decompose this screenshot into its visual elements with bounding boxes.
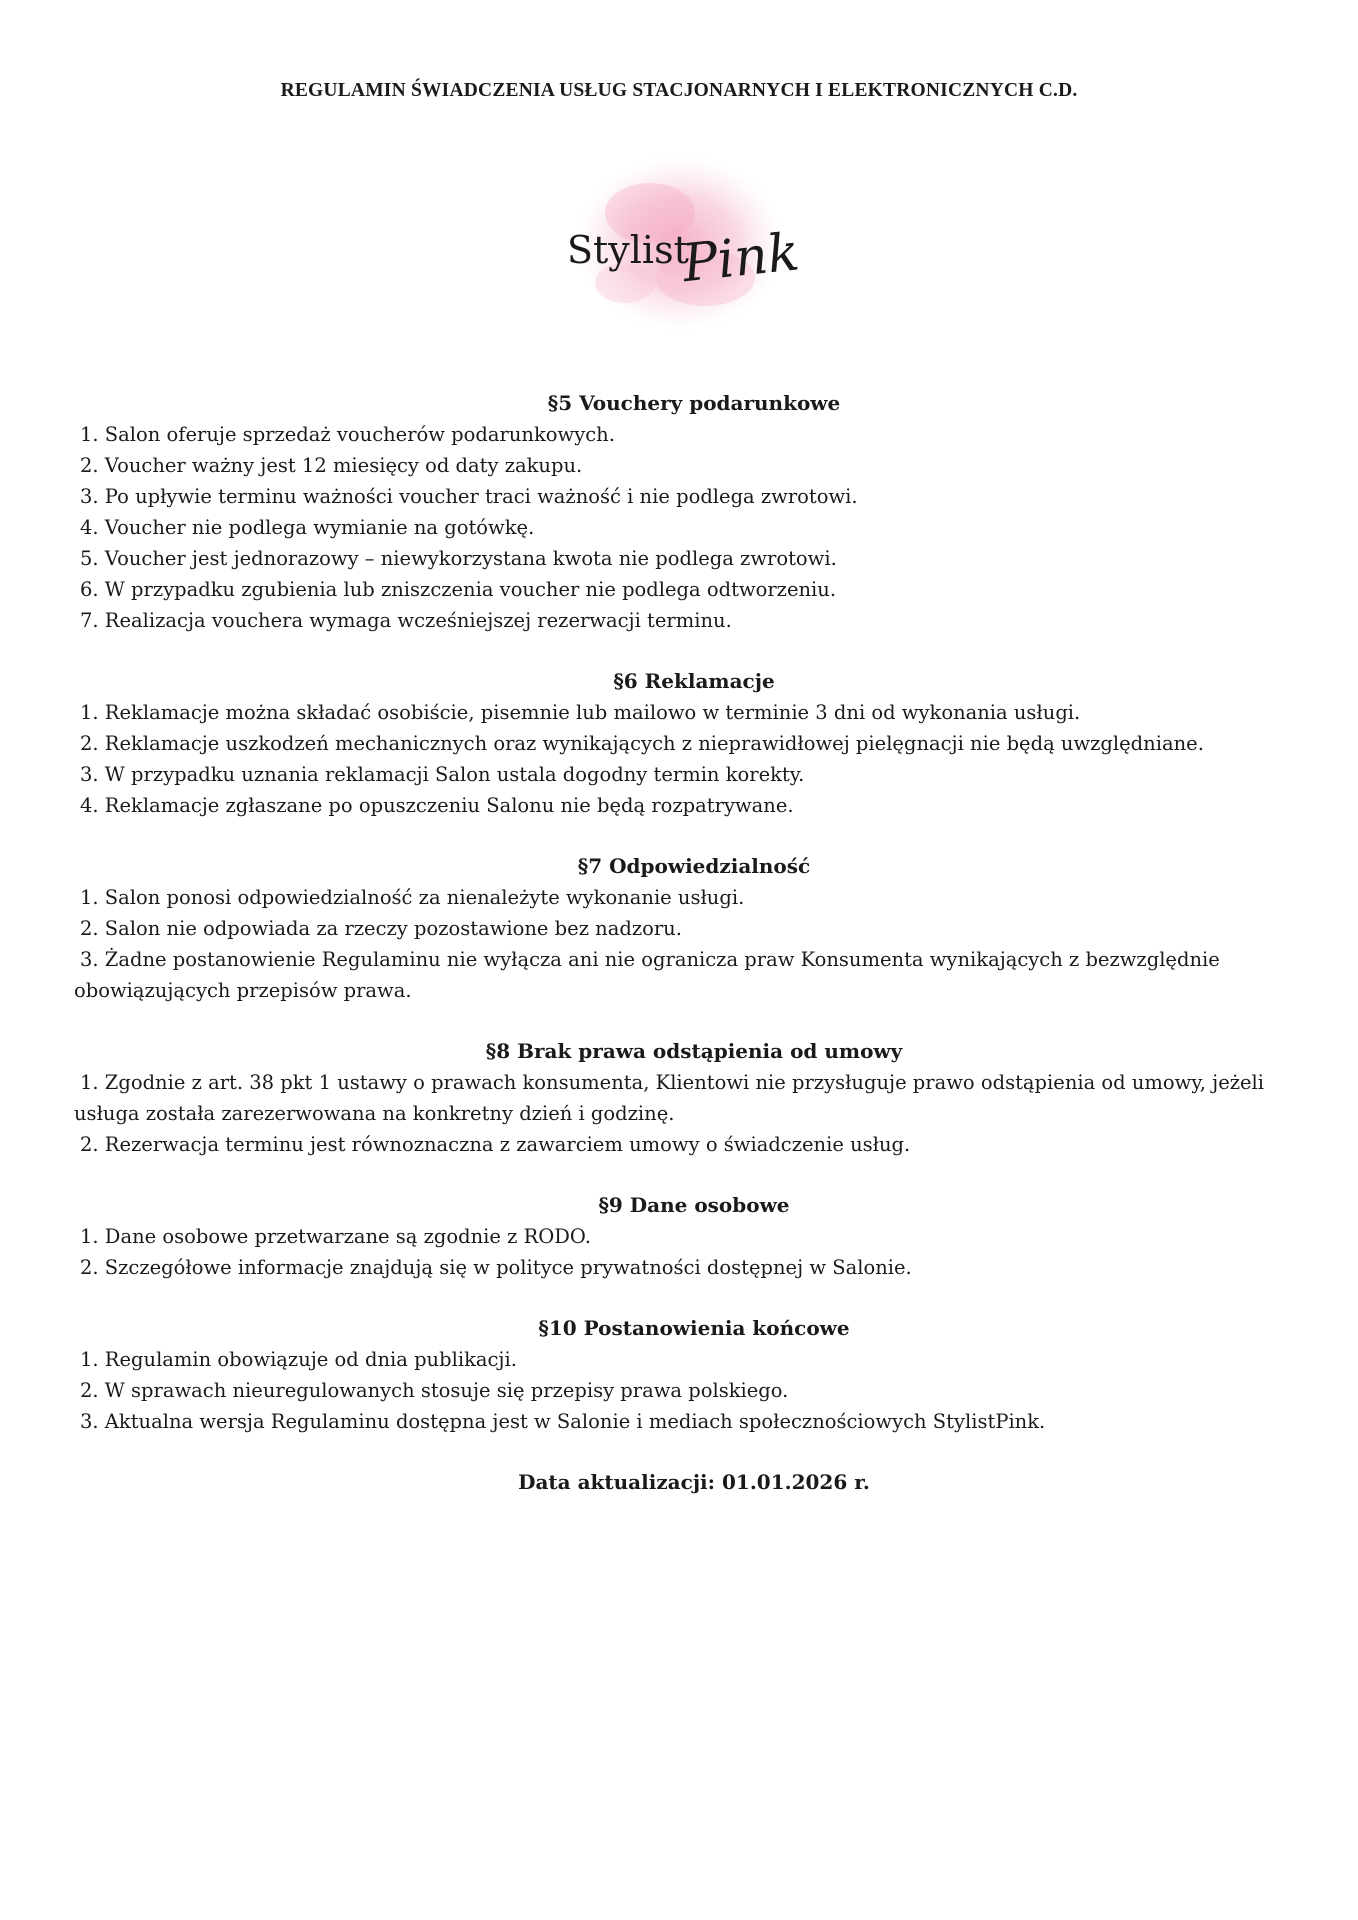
section-no-withdrawal <box>74 1036 1294 1160</box>
section-heading: §10 Postanowienia końcowe <box>538 1316 850 1340</box>
logo-word-stylist: Stylist <box>567 228 689 272</box>
list-item: 2. Salon nie odpowiada za rzeczy pozostawione bez nadzoru. <box>80 917 682 940</box>
list-item: 2. Rezerwacja terminu jest równoznaczna z zawarciem umowy o świadczenie usług. <box>80 1133 911 1156</box>
logo-word-pink: Pink <box>679 222 803 295</box>
list-item: 3. Aktualna wersja Regulaminu dostępna jest w Salonie i mediach społecznościowych StylistPink. <box>80 1410 1046 1433</box>
list-item: 5. Voucher jest jednorazowy – niewykorzystana kwota nie podlega zwrotowi. <box>80 547 837 570</box>
list-item: 3. Żadne postanowienie Regulaminu nie wyłącza ani nie ogranicza praw Konsumenta wynikających z bezwzględnie obowiązujących przepisów prawa. <box>74 948 1220 1002</box>
section-heading: §6 Reklamacje <box>613 669 775 693</box>
section-heading: §9 Dane osobowe <box>598 1193 790 1217</box>
list-item: 2. Voucher ważny jest 12 miesięcy od daty zakupu. <box>80 454 583 477</box>
list-item: 1. Dane osobowe przetwarzane są zgodnie z RODO. <box>80 1225 591 1248</box>
list-item: 1. Salon oferuje sprzedaż voucherów podarunkowych. <box>80 423 615 446</box>
list-item: 2. Reklamacje uszkodzeń mechanicznych oraz wynikających z nieprawidłowej pielęgnacji nie będą uwzględniane. <box>80 732 1204 755</box>
document-title: REGULAMIN ŚWIADCZENIA USŁUG STACJONARNYCH I ELEKTRONICZNYCH C.D. <box>280 80 1078 101</box>
stylist-pink-logo <box>555 143 805 343</box>
section-liability <box>74 851 1294 1006</box>
list-item: 2. W sprawach nieuregulowanych stosuje się przepisy prawa polskiego. <box>80 1379 789 1402</box>
list-item: 1. Reklamacje można składać osobiście, pisemnie lub mailowo w terminie 3 dni od wykonania usługi. <box>80 701 1081 724</box>
section-vouchers <box>74 388 1294 636</box>
list-item: 1. Zgodnie z art. 38 pkt 1 ustawy o prawach konsumenta, Klientowi nie przysługuje prawo odstąpienia od umowy, jeżeli usługa została zarezerwowana na konkretny dzień i godzinę. <box>74 1071 1265 1125</box>
section-heading: §8 Brak prawa odstąpienia od umowy <box>485 1039 903 1063</box>
section-complaints <box>74 666 1294 821</box>
update-date: Data aktualizacji: 01.01.2026 r. <box>518 1470 870 1494</box>
list-item: 7. Realizacja vouchera wymaga wcześniejszej rezerwacji terminu. <box>80 609 732 632</box>
list-item: 4. Voucher nie podlega wymianie na gotówkę. <box>80 516 535 539</box>
list-item: 1. Salon ponosi odpowiedzialność za nienależyte wykonanie usługi. <box>80 886 745 909</box>
list-item: 6. W przypadku zgubienia lub zniszczenia voucher nie podlega odtworzeniu. <box>80 578 837 601</box>
list-item: 1. Regulamin obowiązuje od dnia publikacji. <box>80 1348 517 1371</box>
list-item: 3. W przypadku uznania reklamacji Salon ustala dogodny termin korekty. <box>80 763 805 786</box>
section-heading: §7 Odpowiedzialność <box>577 854 811 878</box>
document-content <box>74 388 1294 1498</box>
section-personal-data <box>74 1190 1294 1283</box>
list-item: 2. Szczegółowe informacje znajdują się w polityce prywatności dostępnej w Salonie. <box>80 1256 912 1279</box>
list-item: 4. Reklamacje zgłaszane po opuszczeniu Salonu nie będą rozpatrywane. <box>80 794 794 817</box>
section-final-provisions <box>74 1313 1294 1437</box>
list-item: 3. Po upływie terminu ważności voucher traci ważność i nie podlega zwrotowi. <box>80 485 858 508</box>
section-heading: §5 Vouchery podarunkowe <box>547 391 841 415</box>
